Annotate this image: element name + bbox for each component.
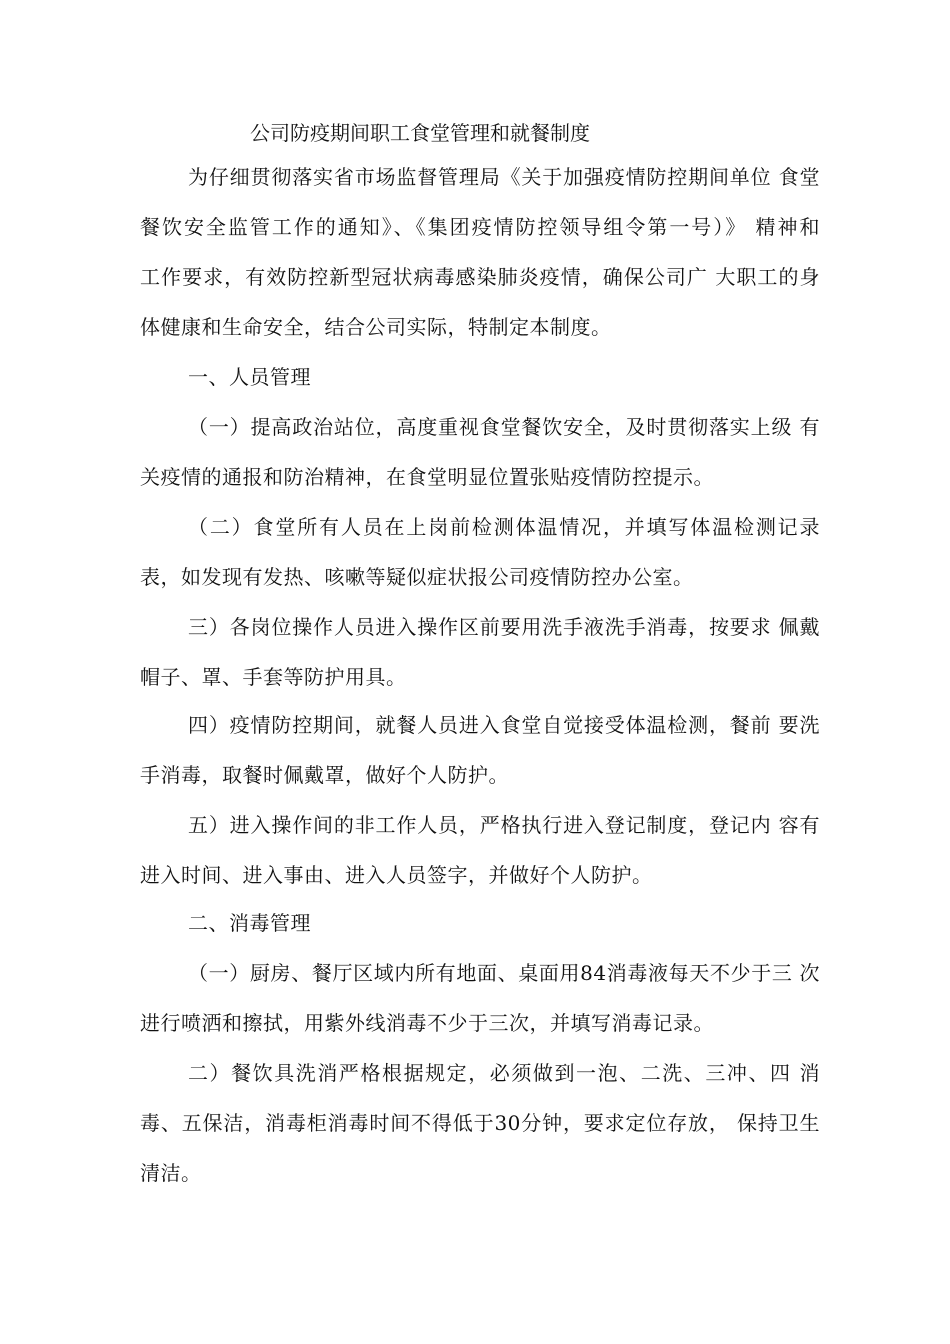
text-line: 进行喷洒和擦拭，用紫外线消毒不少于三次，并填写消毒记录。: [140, 1011, 714, 1035]
text-line: 关疫情的通报和防治精神，在食堂明显位置张贴疫情防控提示。: [140, 465, 714, 489]
section-heading: 二、消毒管理: [188, 911, 311, 935]
section-heading-disinfection: [140, 898, 820, 948]
personnel-item-2: [140, 502, 820, 602]
text-line: （一）提高政治站位，高度重视食堂餐饮安全，及时贯彻落实上级 有: [188, 415, 820, 439]
text-line: 进入时间、进入事由、进入人员签字，并做好个人防护。: [140, 863, 653, 887]
text-line: 体健康和生命安全，结合公司实际，特制定本制度。: [140, 315, 612, 339]
text-line: 毒、五保洁，消毒柜消毒时间不得低于30分钟，要求定位存放， 保持卫生: [140, 1111, 820, 1135]
text-line: 清洁。: [140, 1161, 202, 1185]
text-line: 五）进入操作间的非工作人员，严格执行进入登记制度，登记内 容有: [188, 813, 820, 837]
section-heading-personnel: [140, 352, 820, 402]
personnel-item-3: [140, 602, 820, 702]
text-line: 四）疫情防控期间，就餐人员进入食堂自觉接受体温检测，餐前 要洗: [188, 713, 820, 737]
document-title: 公司防疫期间职工食堂管理和就餐制度: [250, 121, 590, 145]
text-line: 工作要求，有效防控新型冠状病毒感染肺炎疫情，确保公司广 大职工的身: [140, 265, 820, 289]
text-line: 二）餐饮具洗消严格根据规定，必须做到一泡、二洗、三冲、四 消: [188, 1061, 820, 1085]
disinfection-item-2: [140, 1048, 820, 1198]
section-heading: 一、人员管理: [188, 365, 311, 389]
intro-paragraph: [140, 152, 820, 352]
text-line: 餐饮安全监管工作的通知》、《集团疫情防控领导组令第一号）》 精神和: [140, 215, 820, 239]
text-line: 为仔细贯彻落实省市场监督管理局《关于加强疫情防控期间单位 食堂: [188, 165, 820, 189]
text-line: （二）食堂所有人员在上岗前检测体温情况，并填写体温检测记录: [188, 515, 820, 539]
text-line: （一）厨房、餐厅区域内所有地面、桌面用84消毒液每天不少于三 次: [188, 961, 820, 985]
text-line: 手消毒，取餐时佩戴罩，做好个人防护。: [140, 763, 509, 787]
personnel-item-5: [140, 800, 820, 900]
disinfection-item-1: [140, 948, 820, 1048]
text-line: 帽子、罩、手套等防护用具。: [140, 665, 407, 689]
personnel-item-4: [140, 700, 820, 800]
text-line: 表，如发现有发热、咳嗽等疑似症状报公司疫情防控办公室。: [140, 565, 694, 589]
personnel-item-1: [140, 402, 820, 502]
text-line: 三）各岗位操作人员进入操作区前要用洗手液洗手消毒，按要求 佩戴: [188, 615, 820, 639]
